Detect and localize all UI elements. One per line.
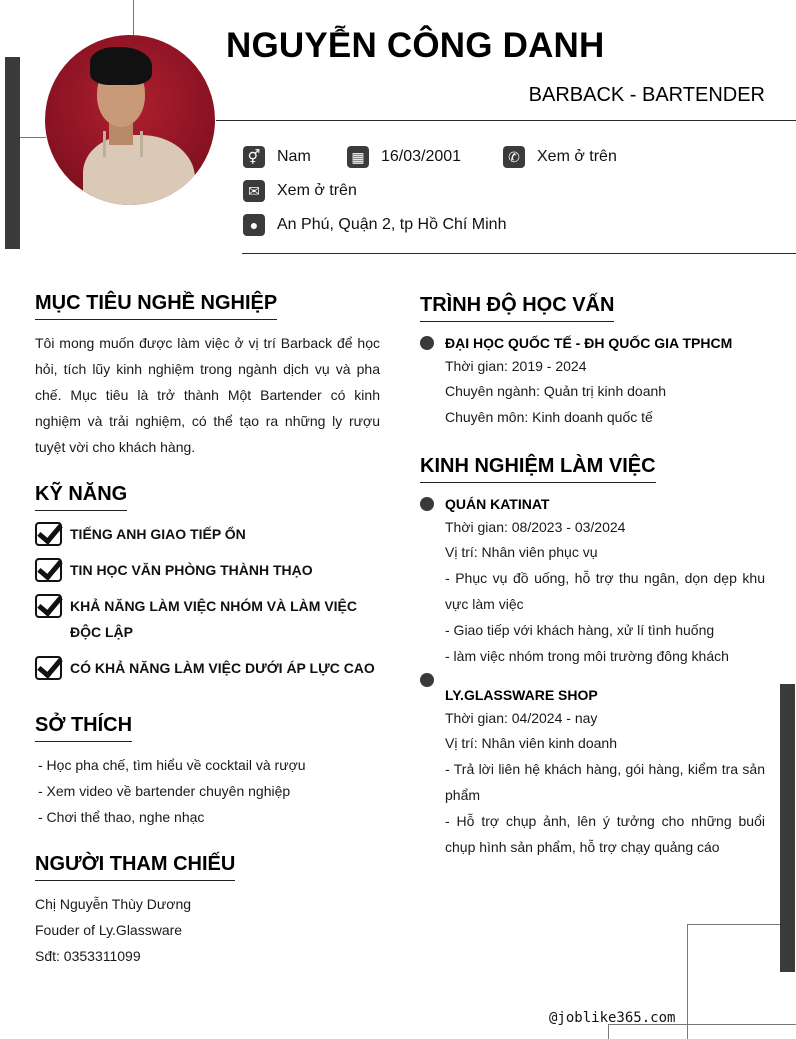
hobby-item: - Học pha chế, tìm hiểu về cocktail và rượu xyxy=(38,757,306,773)
birthday-text: 16/03/2001 xyxy=(381,148,462,165)
envelope-icon: ✉ xyxy=(243,180,265,202)
job-line: - Phục vụ đồ uống, hỗ trợ thu ngân, dọn dẹp khu vực làm việc xyxy=(445,570,765,612)
contact-birthday xyxy=(347,146,461,168)
reference-line: Fouder of Ly.Glassware xyxy=(35,922,183,938)
job-title: BARBACK - BARTENDER xyxy=(528,84,765,106)
phone-icon: ✆ xyxy=(503,146,525,168)
skill-label: KHẢ NĂNG LÀM VIỆC NHÓM VÀ LÀM VIỆC ĐỘC LẬP xyxy=(70,598,357,640)
gender-text: Nam xyxy=(277,148,311,165)
corner-frame-horizontal xyxy=(687,924,780,925)
top-vertical-line xyxy=(133,0,134,36)
job-line: - Hỗ trợ chụp ảnh, lên ý tưởng cho những buổi chụp hình sản phẩm, hỗ trợ chạy quảng cáo xyxy=(445,813,765,855)
checkbox-checked-icon xyxy=(35,522,62,546)
job-line: Vị trí: Nhân viên phục vụ xyxy=(445,544,598,560)
contact-gender xyxy=(243,146,311,168)
candidate-name: NGUYỄN CÔNG DANH xyxy=(226,26,605,65)
job-line: - làm việc nhóm trong môi trường đông khách xyxy=(445,648,729,664)
skill-item xyxy=(35,557,380,583)
location-pin-icon: ● xyxy=(243,214,265,236)
education-heading: TRÌNH ĐỘ HỌC VẤN xyxy=(420,294,614,322)
reference-line: Sđt: 0353311099 xyxy=(35,948,141,964)
phone-text: Xem ở trên xyxy=(537,148,617,165)
school-name: ĐẠI HỌC QUỐC TẾ - ĐH QUỐC GIA TPHCM xyxy=(445,335,733,351)
gender-icon: ⚥ xyxy=(243,146,265,168)
timeline-bullet xyxy=(420,336,434,350)
job-line: Vị trí: Nhân viên kinh doanh xyxy=(445,735,617,751)
contact-divider xyxy=(242,253,796,254)
skill-item xyxy=(35,655,380,681)
job-line: Thời gian: 08/2023 - 03/2024 xyxy=(445,519,626,535)
timeline-bullet xyxy=(420,497,434,511)
hobby-item: - Chơi thể thao, nghe nhạc xyxy=(38,809,205,825)
contact-address xyxy=(243,214,506,236)
watermark-text: @joblike365.com xyxy=(549,1010,676,1026)
education-line: Chuyên môn: Kinh doanh quốc tế xyxy=(445,409,653,425)
job-line: Thời gian: 04/2024 - nay xyxy=(445,710,598,726)
header-divider xyxy=(216,120,796,121)
bottom-frame-vertical xyxy=(608,1024,609,1039)
contact-email xyxy=(243,180,357,202)
email-text: Xem ở trên xyxy=(277,182,357,199)
skill-item xyxy=(35,593,380,645)
left-accent-bar xyxy=(5,57,20,249)
hobbies-heading: SỞ THÍCH xyxy=(35,714,132,742)
objective-text: Tôi mong muốn được làm việc ở vị trí Barback để học hỏi, tích lũy kinh nghiệm trong ngành dịch vụ và pha chế. Mục tiêu là trở thành Một Bartender có kinh nghiệm và trải nghiệm, có thể tạo ra những ly rượu tuyệt vời cho khách hàng. xyxy=(35,335,380,455)
corner-frame-vertical xyxy=(687,924,688,1039)
skill-label: TIẾNG ANH GIAO TIẾP ỔN xyxy=(70,526,246,542)
right-accent-bar xyxy=(780,684,795,972)
profile-photo xyxy=(45,35,215,205)
timeline-bullet xyxy=(420,673,434,687)
education-line: Thời gian: 2019 - 2024 xyxy=(445,358,587,374)
skill-item xyxy=(35,521,380,547)
job-line: - Giao tiếp với khách hàng, xử lí tình huống xyxy=(445,622,715,638)
skill-label: TIN HỌC VĂN PHÒNG THÀNH THẠO xyxy=(70,562,313,578)
education-line: Chuyên ngành: Quản trị kinh doanh xyxy=(445,383,667,399)
references-heading: NGƯỜI THAM CHIẾU xyxy=(35,853,235,881)
skill-label: CÓ KHẢ NĂNG LÀM VIỆC DƯỚI ÁP LỰC CAO xyxy=(70,660,375,676)
checkbox-checked-icon xyxy=(35,656,62,680)
hobby-item: - Xem video về bartender chuyên nghiệp xyxy=(38,783,291,799)
calendar-icon: ▦ xyxy=(347,146,369,168)
contact-phone xyxy=(503,146,617,168)
job-line: - Trả lời liên hệ khách hàng, gói hàng, kiểm tra sản phẩm xyxy=(445,761,765,803)
reference-line: Chị Nguyễn Thùy Dương xyxy=(35,896,192,912)
address-text: An Phú, Quận 2, tp Hồ Chí Minh xyxy=(277,216,507,233)
skills-heading: KỸ NĂNG xyxy=(35,483,127,511)
objective-heading: MỤC TIÊU NGHỀ NGHIỆP xyxy=(35,292,277,320)
checkbox-checked-icon xyxy=(35,558,62,582)
left-horizontal-line xyxy=(20,137,46,138)
experience-heading: KINH NGHIỆM LÀM VIỆC xyxy=(420,455,656,483)
company-name: LY.GLASSWARE SHOP xyxy=(445,687,598,703)
company-name: QUÁN KATINAT xyxy=(445,496,550,512)
checkbox-checked-icon xyxy=(35,594,62,618)
